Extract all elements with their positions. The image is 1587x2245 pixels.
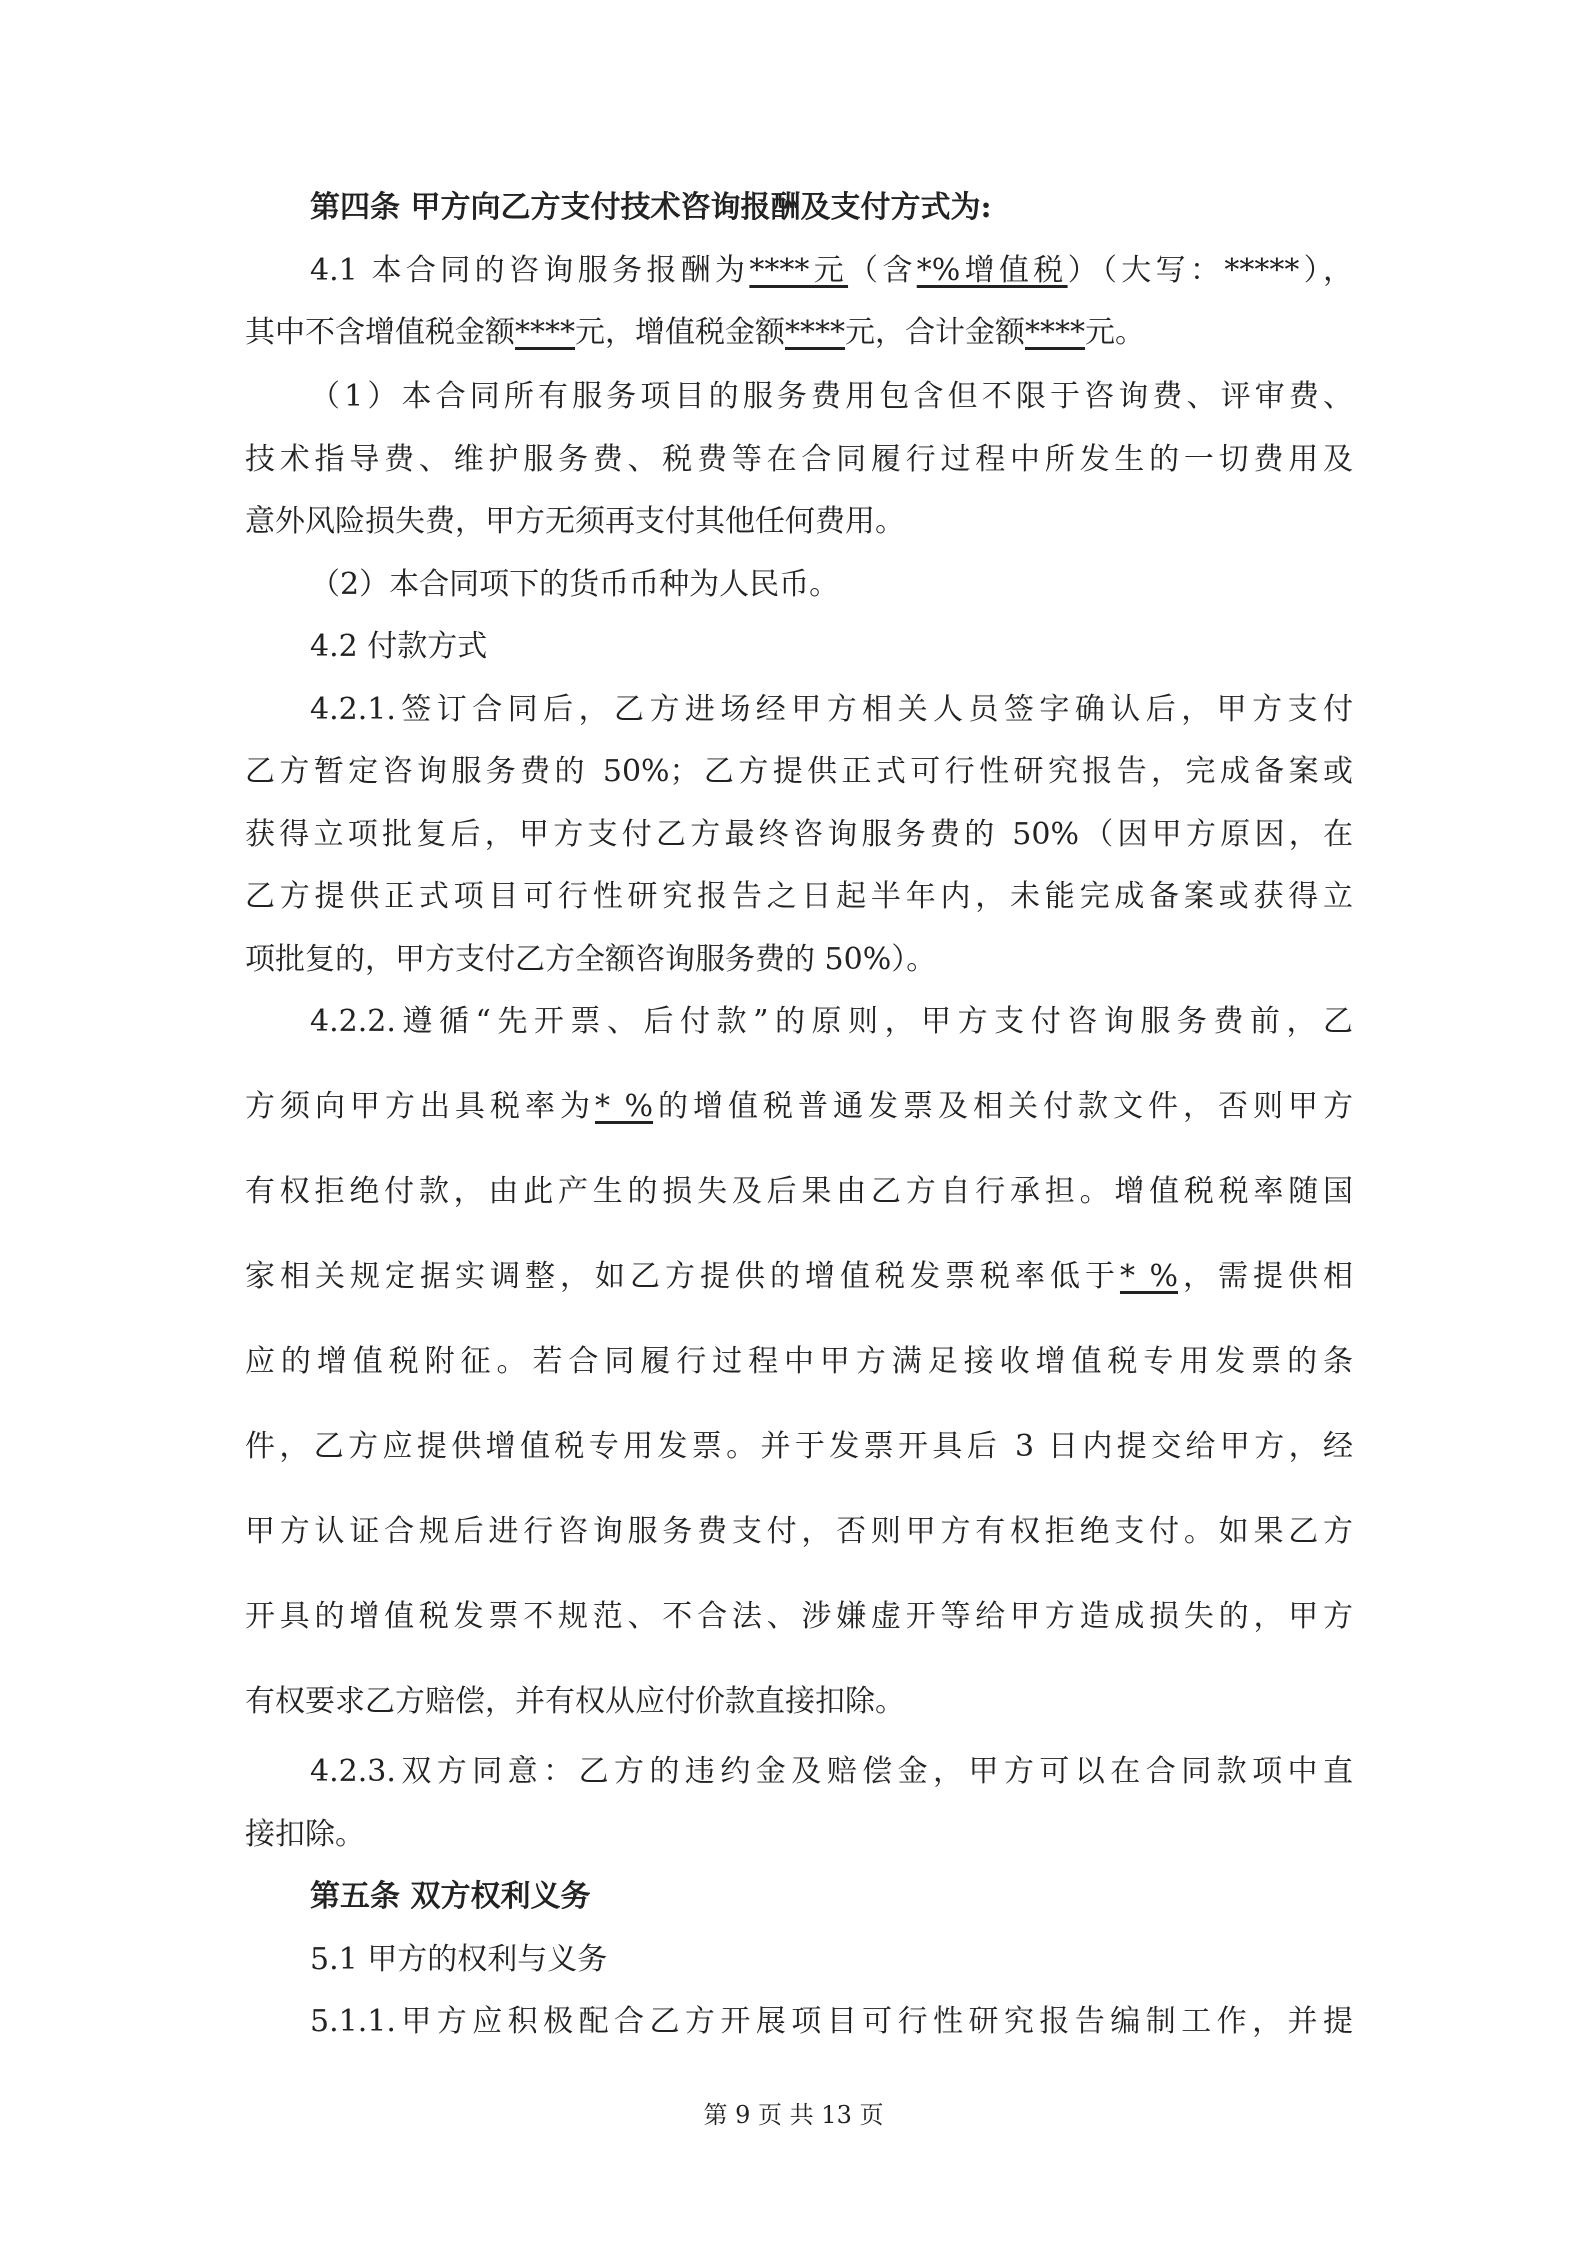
page-footer: 第 9 页 共 13 页 — [703, 2101, 884, 2129]
invoice-rate-blank: * % — [595, 1089, 654, 1124]
min-rate-blank: * % — [1119, 1259, 1179, 1294]
clause-4-2-heading: 4.2 付款方式 — [310, 629, 488, 664]
item-1-line-2: 技术指导费、维护服务费、税费等在合同履行过程中所发生的一切费用及 — [245, 442, 1353, 477]
clause-4-2-1-line-4: 乙方提供正式项目可行性研究报告之日起半年内，未能完成备案或获得立 — [245, 879, 1353, 914]
clause-4-2-1-line-2: 乙方暂定咨询服务费的 50%；乙方提供正式可行性研究报告，完成备案或 — [245, 754, 1353, 789]
clause-4-2-2-line-2: 方须向甲方出具税率为* %的增值税普通发票及相关付款文件，否则甲方 — [245, 1089, 1354, 1124]
item-1-line-3: 意外风险损失费，甲方无须再支付其他任何费用。 — [245, 504, 905, 539]
clause-4-2-2-line-3: 有权拒绝付款，由此产生的损失及后果由乙方自行承担。增值税税率随国 — [245, 1174, 1353, 1209]
vat-rate-blank: *%增值税 — [916, 253, 1068, 288]
clause-4-2-3-line-1: 4.2.3.双方同意：乙方的违约金及赔偿金，甲方可以在合同款项中直 — [310, 1754, 1353, 1789]
clause-4-2-2-line-5: 应的增值税附征。若合同履行过程中甲方满足接收增值税专用发票的条 — [245, 1344, 1353, 1379]
clause-4-2-3-line-2: 接扣除。 — [245, 1817, 365, 1852]
clause-4-2-2-line-4: 家相关规定据实调整，如乙方提供的增值税发票税率低于* %，需提供相 — [245, 1259, 1354, 1294]
clause-4-2-1-line-5: 项批复的，甲方支付乙方全额咨询服务费的 50%）。 — [245, 942, 937, 977]
fee-amount-blank: ****元 — [749, 253, 849, 288]
item-2: （2）本合同项下的货币币种为人民币。 — [310, 567, 840, 602]
article-5-heading: 第五条 双方权利义务 — [310, 1879, 591, 1914]
clause-4-2-2-line-1: 4.2.2.遵循“先开票、后付款”的原则，甲方支付咨询服务费前，乙 — [310, 1004, 1353, 1039]
net-amount-blank: **** — [515, 315, 575, 350]
clause-5-1-heading: 5.1 甲方的权利与义务 — [310, 1942, 608, 1977]
clause-4-2-2-line-6: 件，乙方应提供增值税专用发票。并于发票开具后 3 日内提交给甲方，经 — [245, 1429, 1353, 1464]
clause-4-1-line-2: 其中不含增值税金额****元，增值税金额****元，合计金额****元。 — [245, 315, 1145, 350]
clause-4-2-2-line-7: 甲方认证合规后进行咨询服务费支付，否则甲方有权拒绝支付。如果乙方 — [245, 1514, 1353, 1549]
clause-4-2-1-line-1: 4.2.1.签订合同后，乙方进场经甲方相关人员签字确认后，甲方支付 — [310, 692, 1353, 727]
total-amount-blank: **** — [1025, 315, 1085, 350]
item-1-line-1: （1）本合同所有服务项目的服务费用包含但不限于咨询费、评审费、 — [310, 379, 1353, 414]
article-4-heading: 第四条 甲方向乙方支付技术咨询报酬及支付方式为: — [310, 190, 992, 225]
clause-4-2-1-line-3: 获得立项批复后，甲方支付乙方最终咨询服务费的 50%（因甲方原因，在 — [245, 817, 1353, 852]
clause-5-1-1-line-1: 5.1.1.甲方应积极配合乙方开展项目可行性研究报告编制工作，并提 — [310, 2004, 1353, 2039]
clause-4-1-line-1: 4.1 本合同的咨询服务报酬为****元（含*%增值税）（大写：*****）， — [310, 253, 1354, 288]
tax-amount-blank: **** — [785, 315, 845, 350]
clause-4-2-2-line-8: 开具的增值税发票不规范、不合法、涉嫌虚开等给甲方造成损失的，甲方 — [245, 1599, 1353, 1634]
clause-4-2-2-line-9: 有权要求乙方赔偿，并有权从应付价款直接扣除。 — [245, 1684, 905, 1719]
